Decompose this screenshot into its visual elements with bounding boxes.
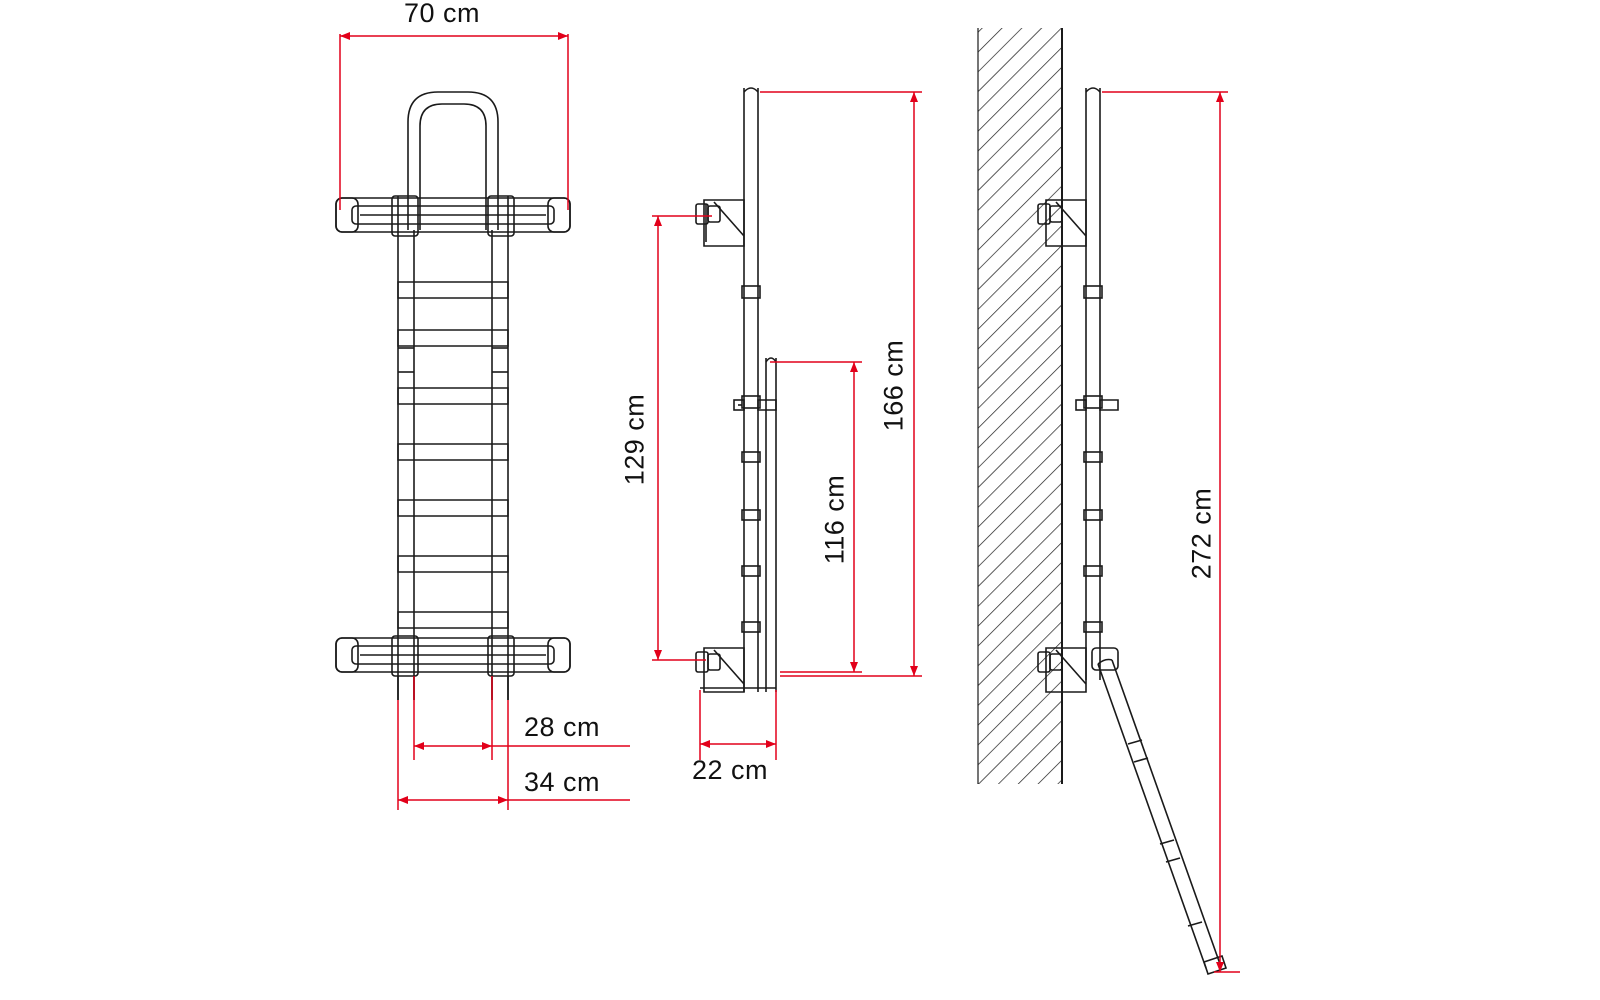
dimension-label-34cm: 34 cm — [524, 767, 601, 797]
dimension-label-22cm: 22 cm — [692, 755, 769, 785]
dimension-label-28cm: 28 cm — [524, 712, 601, 742]
dimension-label-272cm: 272 cm — [1186, 487, 1217, 580]
side-view-extended-dimension-lines — [1102, 92, 1240, 972]
dimension-label-166cm: 166 cm — [878, 339, 909, 432]
side-view-folded-geometry — [696, 88, 776, 692]
dimension-label-116cm: 116 cm — [819, 474, 850, 565]
dimension-label-129cm: 129 cm — [619, 393, 650, 486]
dimension-label-70cm: 70 cm — [404, 0, 481, 28]
front-view-geometry — [336, 92, 570, 700]
front-view-dimension-lines — [340, 34, 630, 810]
